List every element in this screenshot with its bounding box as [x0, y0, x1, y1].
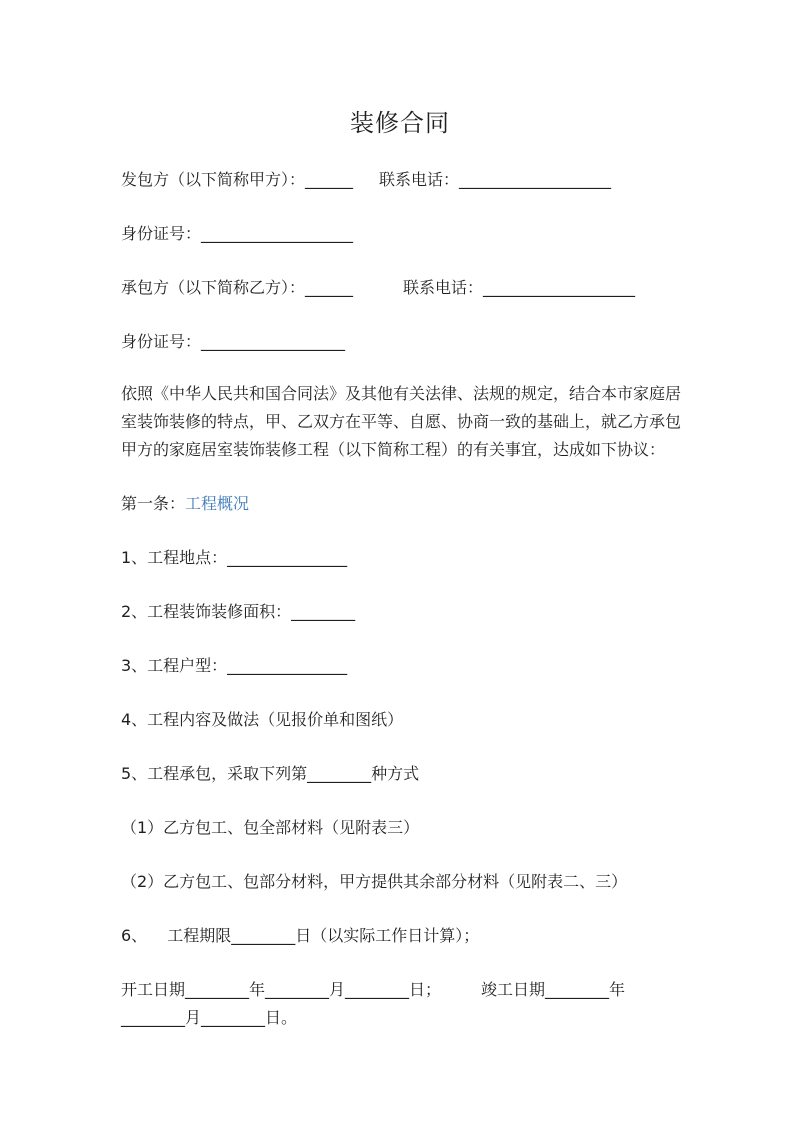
- preamble-line-1: 依照《中华人民共和国合同法》及其他有关法律、法规的规定，结合本市家庭居: [121, 384, 682, 403]
- item-mode-1: （1）乙方包工、包全部材料（见附表三）: [121, 818, 420, 837]
- item-location: 1、工程地点：_______________: [121, 548, 348, 567]
- article-1-heading: [121, 494, 249, 514]
- party-a-id-line: [121, 224, 353, 244]
- party-b-id-blank: __________________: [201, 332, 346, 351]
- item-period-number: 6、: [121, 926, 148, 945]
- party-a-line: [121, 170, 611, 190]
- item-period: 工程期限________日（以实际工作日计算）；: [167, 926, 480, 945]
- party-b-id-line: [121, 332, 345, 352]
- item-area: 2、工程装饰装修面积：________: [121, 602, 356, 621]
- party-a-id-blank: ___________________: [201, 224, 354, 243]
- party-a-phone-blank: ___________________: [459, 170, 612, 189]
- document-title: 装修合同: [350, 109, 450, 137]
- preamble-line-3: 甲方的家庭居室装饰装修工程（以下简称工程）的有关事宜，达成如下协议：: [121, 440, 666, 459]
- party-b-blank: ______: [305, 278, 354, 297]
- party-b-phone-label: 联系电话：: [403, 278, 484, 297]
- preamble-line-2: 室装饰装修的特点，甲、乙双方在平等、自愿、协商一致的基础上，就乙方承包: [121, 412, 682, 431]
- item-period-line: [121, 926, 479, 946]
- start-date: 开工日期________年________月________日；: [121, 980, 442, 999]
- article-1-label: 第一条：: [121, 494, 186, 513]
- party-a-phone-label: 联系电话：: [379, 170, 460, 189]
- end-date: 竣工日期________年: [481, 980, 626, 999]
- article-1-link[interactable]: 工程概况: [185, 494, 250, 513]
- party-a-label: 发包方（以下简称甲方）：: [121, 170, 306, 189]
- item-mode-2: （2）乙方包工、包部分材料，甲方提供其余部分材料（见附表二、三）: [121, 872, 628, 891]
- party-a-id-label: 身份证号：: [121, 224, 202, 243]
- party-b-label: 承包方（以下简称乙方）：: [121, 278, 306, 297]
- item-layout: 3、工程户型：_______________: [121, 656, 348, 675]
- preamble-paragraph: [121, 380, 691, 464]
- item-content: 4、工程内容及做法（见报价单和图纸）: [121, 710, 404, 729]
- party-b-line: [121, 278, 635, 298]
- item-contract-mode: 5、工程承包，采取下列第________种方式: [121, 764, 420, 783]
- end-date-continuation: ________月________日。: [121, 1008, 298, 1027]
- dates-line: [121, 980, 625, 1000]
- party-b-phone-blank: ___________________: [483, 278, 636, 297]
- party-b-id-label: 身份证号：: [121, 332, 202, 351]
- party-a-blank: ______: [305, 170, 354, 189]
